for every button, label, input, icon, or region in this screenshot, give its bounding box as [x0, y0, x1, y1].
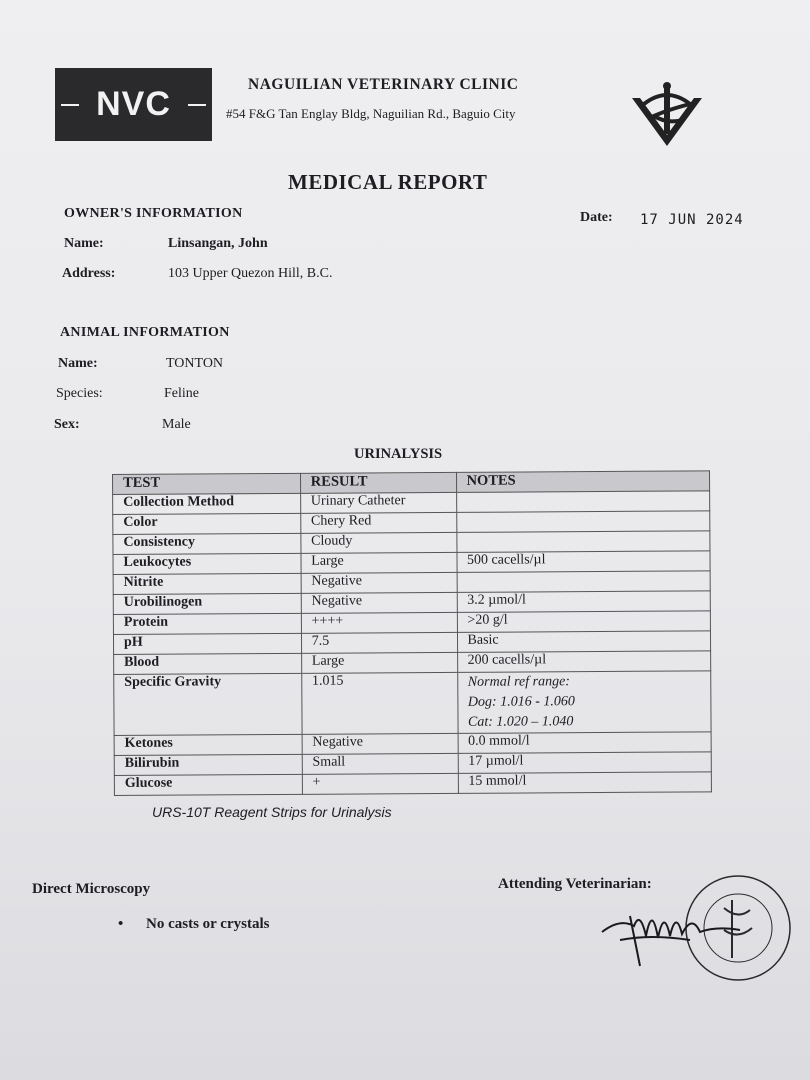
- result-cell: +: [302, 773, 458, 794]
- test-cell: Protein: [113, 613, 301, 634]
- notes-cell: 500 cacells/µl: [456, 551, 710, 573]
- animal-name-value: TONTON: [166, 356, 224, 371]
- test-cell: Glucose: [114, 774, 302, 795]
- animal-section-title: ANIMAL INFORMATION: [60, 325, 230, 340]
- signature-stamp-icon: [600, 870, 800, 990]
- result-cell: Small: [302, 753, 458, 774]
- notes-cell: 3.2 µmol/l: [457, 591, 711, 613]
- reagent-strip-note: URS-10T Reagent Strips for Urinalysis: [152, 804, 392, 820]
- notes-cell: 200 cacells/µl: [457, 651, 711, 673]
- notes-cell: [457, 571, 711, 593]
- result-cell: Large: [301, 552, 457, 573]
- urinalysis-title: URINALYSIS: [354, 446, 443, 462]
- date-label: Date:: [580, 210, 613, 225]
- microscopy-item-text: No casts or crystals: [146, 916, 270, 932]
- veterinary-caduceus-icon: [624, 80, 710, 150]
- table-row: [114, 772, 711, 796]
- attending-veterinarian-label: Attending Veterinarian:: [498, 876, 652, 892]
- test-cell: Ketones: [114, 734, 302, 755]
- animal-sex-value: Male: [162, 417, 191, 432]
- urinalysis-table: [112, 470, 712, 796]
- notes-cell: 15 mmol/l: [458, 772, 712, 794]
- notes-cell: 17 µmol/l: [458, 752, 712, 774]
- owner-name-label: Name:: [64, 236, 104, 251]
- test-cell: Urobilinogen: [113, 593, 301, 614]
- logo-divider: [188, 104, 206, 106]
- table-row: [114, 671, 711, 736]
- result-cell: Negative: [302, 733, 458, 754]
- test-cell: Blood: [114, 653, 302, 674]
- result-cell: Large: [301, 652, 457, 673]
- test-cell: Leukocytes: [113, 553, 301, 574]
- ref-range-heading: Normal ref range:: [467, 674, 570, 690]
- microscopy-item: [118, 916, 269, 933]
- animal-sex-label: Sex:: [54, 417, 80, 432]
- animal-species-label: Species:: [56, 386, 103, 401]
- test-cell: Specific Gravity: [114, 673, 302, 735]
- logo-divider: [61, 104, 79, 106]
- logo-text: NVC: [96, 85, 171, 123]
- owner-address-label: Address:: [62, 266, 116, 281]
- result-cell: Negative: [301, 592, 457, 613]
- owner-section-title: OWNER'S INFORMATION: [64, 206, 243, 221]
- test-cell: Bilirubin: [114, 754, 302, 775]
- date-value: 17 JUN 2024: [640, 212, 744, 228]
- notes-cell: [456, 511, 710, 533]
- notes-cell: [456, 491, 710, 513]
- notes-cell: [457, 671, 711, 734]
- column-header: NOTES: [456, 471, 710, 493]
- result-cell: Urinary Catheter: [300, 492, 456, 513]
- notes-cell: Basic: [457, 631, 711, 653]
- clinic-name: NAGUILIAN VETERINARY CLINIC: [248, 76, 519, 93]
- microscopy-title: Direct Microscopy: [32, 881, 151, 897]
- animal-species-value: Feline: [164, 386, 199, 401]
- result-cell: Negative: [301, 572, 457, 593]
- result-cell: Chery Red: [300, 512, 456, 533]
- result-cell: ++++: [301, 612, 457, 633]
- clinic-address: #54 F&G Tan Englay Bldg, Naguilian Rd., Baguio City: [226, 106, 516, 121]
- animal-name-label: Name:: [58, 356, 98, 371]
- owner-address-value: 103 Upper Quezon Hill, B.C.: [168, 266, 333, 281]
- column-header: RESULT: [300, 472, 456, 493]
- ref-range-dog: Dog: 1.016 - 1.060: [467, 694, 575, 710]
- notes-cell: [456, 531, 710, 553]
- column-header: TEST: [113, 473, 301, 494]
- clinic-logo: [55, 68, 212, 141]
- test-cell: Collection Method: [113, 493, 301, 514]
- test-cell: pH: [113, 633, 301, 654]
- result-cell: 7.5: [301, 632, 457, 653]
- bullet-icon: •: [118, 916, 124, 932]
- test-cell: Consistency: [113, 533, 301, 554]
- notes-cell: 0.0 mmol/l: [458, 732, 712, 754]
- test-cell: Color: [113, 513, 301, 534]
- owner-name-value: Linsangan, John: [168, 236, 268, 251]
- result-cell: Cloudy: [301, 532, 457, 553]
- notes-cell: >20 g/l: [457, 611, 711, 633]
- result-cell: 1.015: [301, 672, 457, 734]
- test-cell: Nitrite: [113, 573, 301, 594]
- ref-range-cat: Cat: 1.020 – 1.040: [467, 714, 574, 730]
- report-title: MEDICAL REPORT: [288, 170, 488, 194]
